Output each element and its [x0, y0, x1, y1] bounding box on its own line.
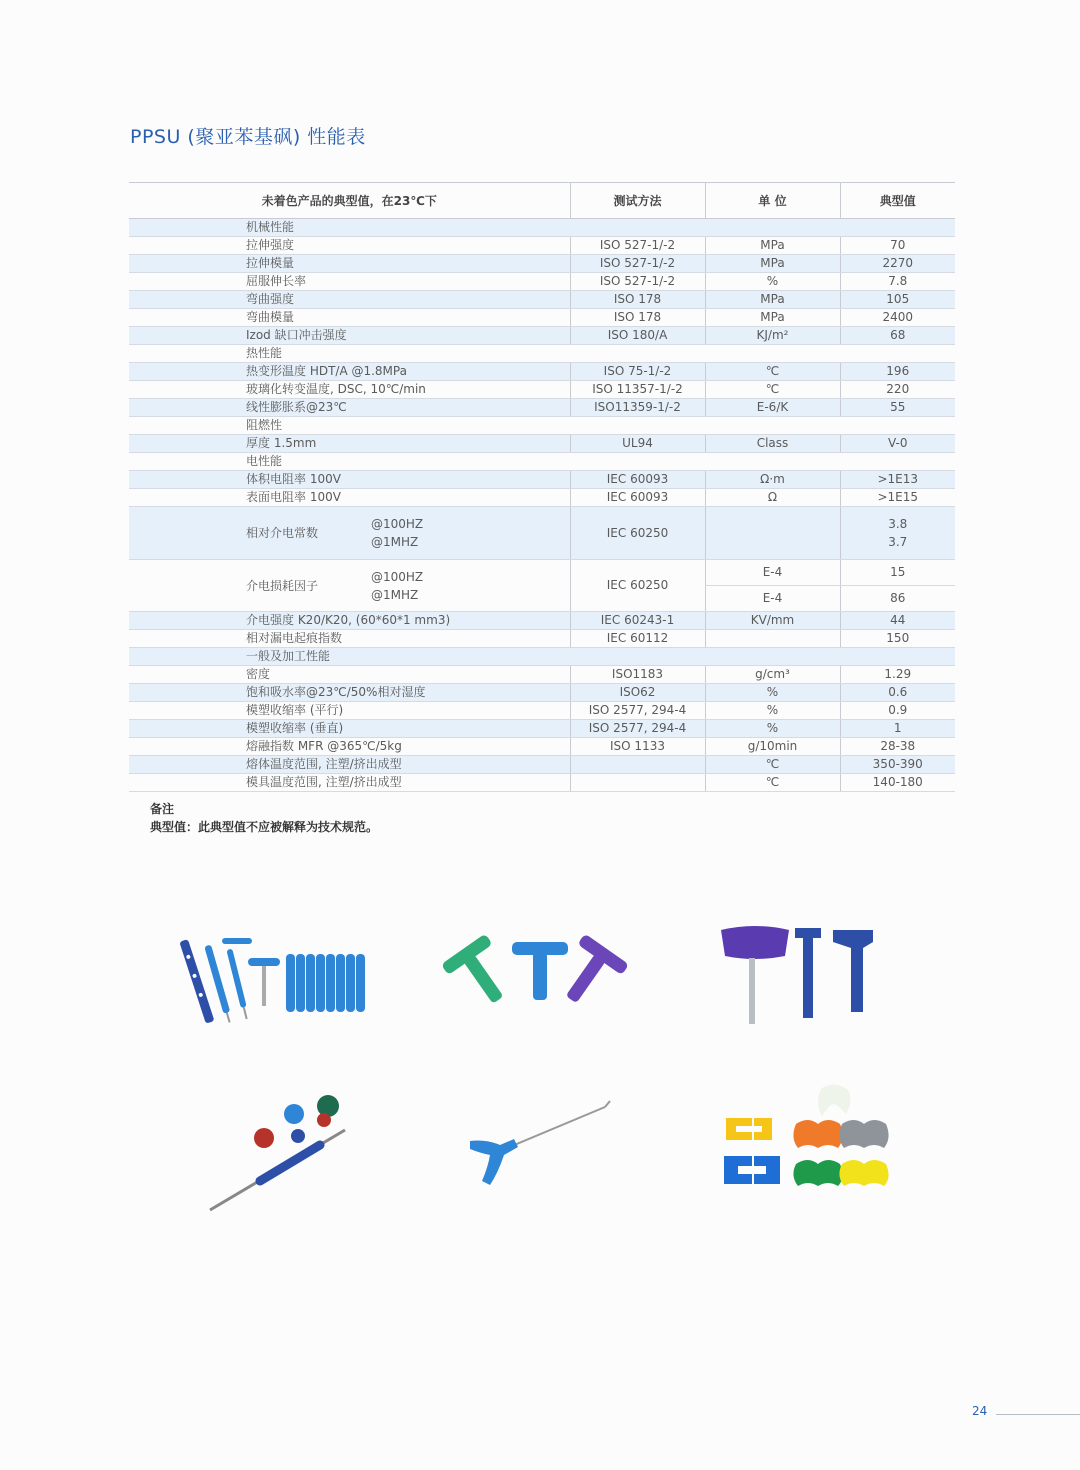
test-method-cell: ISO 75-1/-2: [570, 363, 705, 381]
table-row: [129, 756, 955, 774]
unit-cell: E-6/K: [705, 399, 840, 417]
section-heading: 一般及加工性能: [129, 648, 955, 666]
unit-cell: [705, 507, 840, 560]
product-photo-probe-instrument: [460, 1095, 620, 1195]
typical-value-cell: 0.6: [840, 684, 955, 702]
test-method-cell: IEC 60243-1: [570, 612, 705, 630]
unit-cell: Class: [705, 435, 840, 453]
test-method-cell: [570, 756, 705, 774]
test-method-cell: ISO62: [570, 684, 705, 702]
page-number: 24: [972, 1404, 988, 1418]
test-method-cell: ISO 180/A: [570, 327, 705, 345]
typical-value-cell: 140-180: [840, 774, 955, 792]
typical-value-cell: 2400: [840, 309, 955, 327]
table-row: [129, 399, 955, 417]
page-number-rule: [996, 1414, 1080, 1415]
typical-value-cell: 2270: [840, 255, 955, 273]
product-photo-handles-wrenches: [715, 920, 885, 1030]
table-row: [129, 738, 955, 756]
test-method-cell: IEC 60093: [570, 471, 705, 489]
typical-value-cell: 1.29: [840, 666, 955, 684]
table-row: [129, 435, 955, 453]
test-method-cell: ISO1183: [570, 666, 705, 684]
unit-cell: %: [705, 720, 840, 738]
header-typical-value: 典型值: [840, 183, 955, 219]
property-name: 熔体温度范围, 注塑/挤出成型: [129, 756, 570, 774]
table-row: [129, 237, 955, 255]
table-row: [129, 363, 955, 381]
typical-value-cell: 15: [840, 560, 955, 586]
unit-cell: %: [705, 684, 840, 702]
table-row: [129, 702, 955, 720]
typical-value-cell: 196: [840, 363, 955, 381]
test-method-cell: IEC 60112: [570, 630, 705, 648]
typical-value-cell: 68: [840, 327, 955, 345]
test-method-cell: ISO 178: [570, 291, 705, 309]
header-unit: 单 位: [705, 183, 840, 219]
product-photo-colored-spacers: [718, 1080, 893, 1195]
unit-cell: MPa: [705, 255, 840, 273]
notes-text: 典型值：此典型值不应被解释为技术规范。: [150, 820, 379, 834]
unit-cell: ℃: [705, 381, 840, 399]
table-row: [129, 489, 955, 507]
typical-value-cell: >1E13: [840, 471, 955, 489]
unit-cell: %: [705, 273, 840, 291]
page-title: PPSU (聚亚苯基砜) 性能表: [130, 126, 366, 148]
test-method-cell: ISO 1133: [570, 738, 705, 756]
property-name: 屈服伸长率: [129, 273, 570, 291]
table-row: [129, 291, 955, 309]
typical-value-cell: 150: [840, 630, 955, 648]
table-row: [129, 720, 955, 738]
section-heading: 阻燃性: [129, 417, 955, 435]
section-row: [129, 219, 955, 237]
table-row: [129, 273, 955, 291]
property-name: 熔融指数 MFR @365℃/5kg: [129, 738, 570, 756]
table-row: [129, 612, 955, 630]
unit-cell: ℃: [705, 774, 840, 792]
unit-cell: Ω: [705, 489, 840, 507]
section-row: [129, 453, 955, 471]
typical-value-cell: 86: [840, 586, 955, 612]
notes: [150, 800, 378, 836]
table-header-row: [129, 183, 955, 219]
section-row: [129, 417, 955, 435]
typical-value-cell: 220: [840, 381, 955, 399]
table-row: [129, 381, 955, 399]
dissipation-factor-label: 介电损耗因子: [246, 578, 319, 593]
table-row: [129, 684, 955, 702]
unit-cell: E-4: [705, 560, 840, 586]
typical-value-cell: 44: [840, 612, 955, 630]
value-100hz: 3.8: [888, 517, 908, 531]
property-name: [129, 507, 570, 560]
table-row: [129, 774, 955, 792]
typical-value-cell: 350-390: [840, 756, 955, 774]
notes-heading: 备注: [150, 802, 175, 816]
test-method-cell: IEC 60093: [570, 489, 705, 507]
unit-cell: %: [705, 702, 840, 720]
product-photo-trial-heads: [200, 1090, 360, 1220]
property-name: [129, 560, 570, 612]
dissipation-factor-row: [129, 560, 955, 586]
test-method-cell: UL94: [570, 435, 705, 453]
section-row: [129, 345, 955, 363]
dielectric-constant-label: 相对介电常数: [246, 526, 319, 540]
property-name: 玻璃化转变温度, DSC, 10℃/min: [129, 381, 570, 399]
unit-cell: MPa: [705, 309, 840, 327]
typical-value-cell: V-0: [840, 435, 955, 453]
test-method-cell: ISO 178: [570, 309, 705, 327]
property-name: 体积电阻率 100V: [129, 471, 570, 489]
unit-cell: [705, 630, 840, 648]
test-method-cell: ISO 527-1/-2: [570, 255, 705, 273]
property-name: 线性膨胀系@23℃: [129, 399, 570, 417]
test-method-cell: [570, 774, 705, 792]
condition-1mhz: @1MHZ: [371, 587, 419, 602]
test-method-cell: ISO 2577, 294-4: [570, 702, 705, 720]
properties-table: [129, 182, 955, 792]
test-method-cell: ISO 527-1/-2: [570, 273, 705, 291]
unit-cell: ℃: [705, 363, 840, 381]
test-method-cell: ISO 2577, 294-4: [570, 720, 705, 738]
section-row: [129, 648, 955, 666]
table-body: [129, 219, 955, 792]
typical-value-cell: 1: [840, 720, 955, 738]
test-method-cell: ISO 11357-1/-2: [570, 381, 705, 399]
condition-1mhz: @1MHZ: [371, 535, 419, 549]
section-heading: 热性能: [129, 345, 955, 363]
test-method-cell: ISO 527-1/-2: [570, 237, 705, 255]
unit-cell: g/10min: [705, 738, 840, 756]
test-method-cell: IEC 60250: [570, 560, 705, 612]
property-name: 热变形温度 HDT/A @1.8MPa: [129, 363, 570, 381]
property-name: 密度: [129, 666, 570, 684]
table-row: [129, 666, 955, 684]
unit-cell: ℃: [705, 756, 840, 774]
product-photo-blue-bone-instruments: [178, 930, 378, 1030]
property-name: 介电强度 K20/K20, (60*60*1 mm3): [129, 612, 570, 630]
test-method-cell: IEC 60250: [570, 507, 705, 560]
typical-value-cell: 28-38: [840, 738, 955, 756]
header-test-method: 测试方法: [570, 183, 705, 219]
property-name: 模塑收缩率 (垂直): [129, 720, 570, 738]
property-name: 模塑收缩率 (平行): [129, 702, 570, 720]
section-heading: 电性能: [129, 453, 955, 471]
typical-value-cell: 55: [840, 399, 955, 417]
property-name: Izod 缺口冲击强度: [129, 327, 570, 345]
property-name: 弯曲模量: [129, 309, 570, 327]
table-row: [129, 255, 955, 273]
unit-cell: KV/mm: [705, 612, 840, 630]
unit-cell: E-4: [705, 586, 840, 612]
table-row: [129, 471, 955, 489]
property-name: 饱和吸水率@23℃/50%相对湿度: [129, 684, 570, 702]
unit-cell: g/cm³: [705, 666, 840, 684]
typical-value-cell: 70: [840, 237, 955, 255]
typical-value-cell: 105: [840, 291, 955, 309]
condition-100hz: @100HZ: [371, 517, 424, 531]
header-property: 未着色产品的典型值，在23℃下: [129, 183, 570, 219]
product-photo-t-handles: [440, 930, 630, 1020]
typical-value-cell: >1E15: [840, 489, 955, 507]
property-name: 拉伸模量: [129, 255, 570, 273]
typical-value-cell: [840, 507, 955, 560]
table-row: [129, 309, 955, 327]
typical-value-cell: 0.9: [840, 702, 955, 720]
unit-cell: KJ/m²: [705, 327, 840, 345]
unit-cell: MPa: [705, 291, 840, 309]
table-row: [129, 630, 955, 648]
test-method-cell: ISO11359-1/-2: [570, 399, 705, 417]
dielectric-constant-row: [129, 507, 955, 560]
property-name: 弯曲强度: [129, 291, 570, 309]
typical-value-cell: 7.8: [840, 273, 955, 291]
property-name: 表面电阻率 100V: [129, 489, 570, 507]
unit-cell: MPa: [705, 237, 840, 255]
property-name: 模具温度范围, 注塑/挤出成型: [129, 774, 570, 792]
unit-cell: Ω·m: [705, 471, 840, 489]
property-name: 厚度 1.5mm: [129, 435, 570, 453]
section-heading: 机械性能: [129, 219, 955, 237]
value-1mhz: 3.7: [888, 535, 908, 549]
condition-100hz: @100HZ: [371, 569, 424, 584]
table-row: [129, 327, 955, 345]
property-name: 相对漏电起痕指数: [129, 630, 570, 648]
property-name: 拉伸强度: [129, 237, 570, 255]
